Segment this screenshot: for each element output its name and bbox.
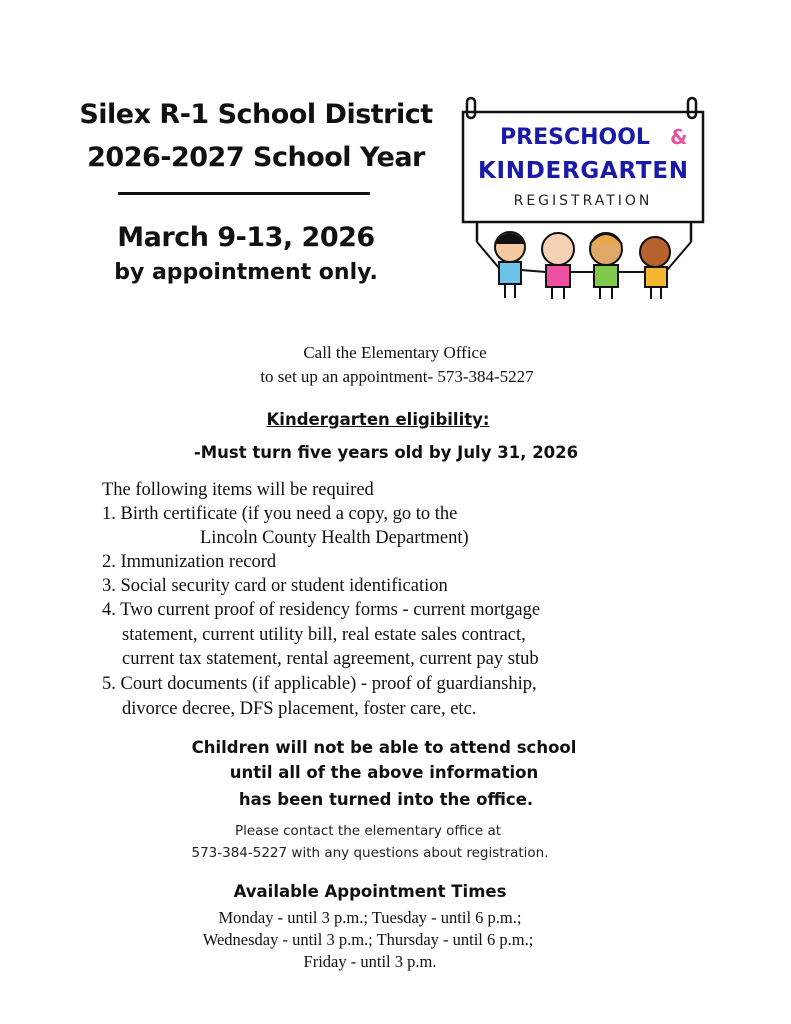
eligibility-rule: -Must turn five years old by July 31, 2026 [193, 443, 579, 462]
appointments-heading: Available Appointment Times [233, 882, 507, 901]
requirement-line: current tax statement, rental agreement, current pay stub [122, 649, 539, 669]
registration-banner-image [455, 92, 705, 314]
child-4-icon [640, 237, 670, 267]
requirement-line: statement, current utility bill, real estate sales contract, [122, 625, 526, 645]
requirement-line: 3. Social security card or student identification [102, 576, 448, 596]
appointment-note: by appointment only. [114, 260, 378, 285]
child-2-icon [542, 233, 574, 265]
title-line-2: 2026-2027 School Year [87, 142, 425, 173]
title-line-1: Silex R-1 School District [79, 99, 433, 130]
questions-line-2: 573-384-5227 with any questions about registration. [191, 845, 549, 861]
divider [118, 192, 370, 195]
contact-line-2: to set up an appointment- 573-384-5227 [260, 367, 534, 386]
contact-line-1: Call the Elementary Office [303, 343, 487, 362]
requirements-intro: The following items will be required [102, 480, 374, 500]
eligibility-heading: Kindergarten eligibility: [266, 410, 490, 429]
appointment-times-line: Wednesday - until 3 p.m.; Thursday - until 6 p.m.; [202, 930, 534, 949]
requirement-line: 2. Immunization record [102, 552, 277, 572]
banner-preschool: PRESCHOOL [500, 125, 650, 150]
banner-registration: REGISTRATION [513, 193, 653, 209]
appointment-times-line: Monday - until 3 p.m.; Tuesday - until 6 p.m.; [218, 908, 522, 927]
warning-line: Children will not be able to attend school [191, 738, 577, 757]
requirement-line: divorce decree, DFS placement, foster care, etc. [122, 699, 477, 719]
appointment-times-line: Friday - until 3 p.m. [303, 952, 437, 971]
registration-dates: March 9-13, 2026 [117, 222, 375, 253]
requirement-line: 5. Court documents (if applicable) - proof of guardianship, [102, 674, 537, 694]
requirement-line: 1. Birth certificate (if you need a copy, go to the [102, 504, 458, 524]
banner-ampersand: & [670, 125, 688, 149]
requirement-line: Lincoln County Health Department) [200, 528, 469, 548]
banner-kindergarten: KINDERGARTEN [478, 158, 688, 184]
requirement-line: 4. Two current proof of residency forms - current mortgage [102, 600, 541, 620]
warning-line: has been turned into the office. [238, 790, 534, 809]
questions-line-1: Please contact the elementary office at [234, 823, 502, 839]
warning-line: until all of the above information [229, 763, 539, 782]
